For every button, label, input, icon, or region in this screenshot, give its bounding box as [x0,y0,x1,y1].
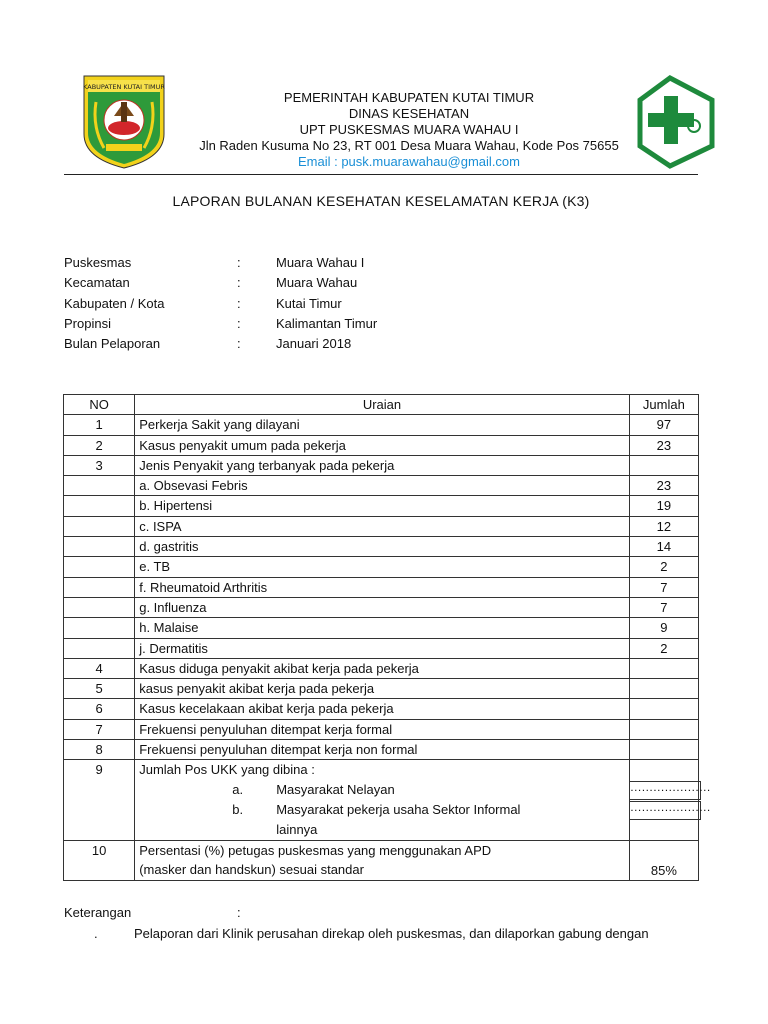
cell-jumlah: 97 [629,415,698,435]
table-header-row [64,395,699,415]
k3-report-table [63,394,711,881]
table-row-pos-ukk [64,760,699,841]
identity-label: Kabupaten / Kota [64,295,165,311]
table-row [64,516,699,536]
header-divider [64,174,698,175]
keterangan-colon: : [237,905,241,920]
cell-uraian: Frekuensi penyuluhan ditempat kerja non formal [135,740,630,760]
cell-jumlah: 12 [629,516,698,536]
cell-jumlah: 14 [629,537,698,557]
keterangan-note [94,926,649,941]
cell-jumlah: 23 [629,476,698,496]
table-row [64,557,699,577]
cell-uraian: Kasus kecelakaan akibat kerja pada pekerja [135,699,630,719]
cell-no: 7 [64,719,135,739]
cell-uraian: Kasus penyakit umum pada pekerja [135,435,630,455]
cell-no [64,476,135,496]
header-uraian: Uraian [135,395,630,415]
department-name: DINAS KESEHATAN [348,106,470,121]
cell-jumlah [629,455,698,475]
table-row [64,679,699,699]
kutai-timur-crest-logo [78,72,170,170]
cell-jumlah: 2 [629,557,698,577]
cell-jumlah: 2 [629,638,698,658]
cell-no: 10 [64,841,135,881]
table-row [64,496,699,516]
table-row [64,740,699,760]
cell-uraian: b. Hipertensi [135,496,630,516]
pos-ukk-sub-a-letter: a. [232,782,244,798]
table-row [64,699,699,719]
identity-value: Muara Wahau I [276,255,365,270]
cell-uraian: h. Malaise [135,618,630,638]
pos-ukk-sub-b-label-cont: lainnya [276,822,318,838]
pos-ukk-sub-b-letter: b. [232,802,244,818]
identity-colon: : [237,295,241,311]
identity-label: Puskesmas [64,255,132,270]
identity-value: Muara Wahau [276,275,358,291]
cell-no [64,496,135,516]
pos-ukk-sub-a-value: ………………… [629,781,701,800]
cell-no: 5 [64,679,135,699]
identity-colon: : [237,315,241,331]
government-name: PEMERINTAH KABUPATEN KUTAI TIMUR [283,90,535,105]
unit-name: UPT PUSKESMAS MUARA WAHAU I [299,122,519,137]
keterangan-bullet: . [94,926,98,941]
email: Email : pusk.muarawahau@gmail.com [297,154,520,169]
apd-line-2: (masker dan handskun) sesuai standar [139,862,364,878]
cell-uraian-apd [135,841,630,881]
address: Jln Raden Kusuma No 23, RT 001 Desa Muara Wahau, Kode Pos 75655 [199,138,619,153]
identity-colon: : [237,255,241,270]
pos-ukk-heading: Jumlah Pos UKK yang dibina : [139,762,315,778]
cell-uraian: c. ISPA [135,516,630,536]
cell-uraian: d. gastritis [135,537,630,557]
identity-label: Bulan Pelaporan [64,336,161,352]
cell-no [64,597,135,617]
pos-ukk-sub-b-label: Masyarakat pekerja usaha Sektor Informal [276,802,521,818]
cell-uraian: g. Influenza [135,597,630,617]
identity-value: Kalimantan Timur [276,315,378,331]
table-row [64,435,699,455]
table-row [64,455,699,475]
table-row [64,476,699,496]
cell-uraian: kasus penyakit akibat kerja pada pekerja [135,679,630,699]
cell-no: 4 [64,658,135,678]
header-jumlah: Jumlah [629,395,698,415]
cell-jumlah-pos-ukk [629,760,711,841]
identity-label: Propinsi [64,315,111,331]
cell-no: 2 [64,435,135,455]
identity-value: Januari 2018 [276,336,352,352]
keterangan-text: Pelaporan dari Klinik perusahan direkap oleh puskesmas, dan dilaporkan gabung dengan [134,926,649,941]
letterhead [180,90,638,170]
cell-uraian: j. Dermatitis [135,638,630,658]
cell-uraian: Frekuensi penyuluhan ditempat kerja formal [135,719,630,739]
cell-jumlah [629,719,698,739]
cell-no: 9 [64,760,135,841]
table-row [64,638,699,658]
keterangan [64,905,241,920]
cell-no: 1 [64,415,135,435]
cell-jumlah [629,679,698,699]
pos-ukk-sub-b-value: ………………… [629,801,701,820]
cell-jumlah: 19 [629,496,698,516]
identity-colon: : [237,275,241,291]
cell-no [64,618,135,638]
table-row [64,618,699,638]
table-row [64,719,699,739]
cell-no [64,577,135,597]
cell-no [64,557,135,577]
cell-no: 8 [64,740,135,760]
cell-no [64,516,135,536]
header-no: NO [64,395,135,415]
table-row [64,577,699,597]
cell-uraian: Kasus diduga penyakit akibat kerja pada pekerja [135,658,630,678]
table-row [64,597,699,617]
cell-jumlah: 7 [629,577,698,597]
cell-jumlah [629,699,698,719]
cell-no [64,638,135,658]
table-row [64,537,699,557]
identity-colon: : [237,336,241,352]
table-row [64,415,699,435]
cell-jumlah [629,740,698,760]
cell-uraian: Perkerja Sakit yang dilayani [135,415,630,435]
crest-banner-text: KABUPATEN KUTAI TIMUR [83,83,165,91]
report-title: LAPORAN BULANAN KESEHATAN KESELAMATAN KERJA (K3) [172,193,590,209]
cell-jumlah [629,658,698,678]
cell-no: 6 [64,699,135,719]
cell-uraian: e. TB [135,557,630,577]
cell-jumlah: 23 [629,435,698,455]
puskesmas-cross-logo [636,76,716,168]
cell-no [64,537,135,557]
identity-label: Kecamatan [64,275,130,291]
identity-value: Kutai Timur [276,295,342,311]
table-row-apd [64,841,699,881]
pos-ukk-sub-a-label: Masyarakat Nelayan [276,782,395,798]
cell-uraian: f. Rheumatoid Arthritis [135,577,630,597]
cell-no: 3 [64,455,135,475]
cell-uraian-pos-ukk [135,760,630,841]
keterangan-label: Keterangan [64,905,132,920]
cell-jumlah: 7 [629,597,698,617]
apd-line-1: Persentasi (%) petugas puskesmas yang menggunakan APD [139,843,492,859]
cell-jumlah-apd: 85% [629,841,698,881]
cell-uraian: a. Obsevasi Febris [135,476,630,496]
table-row [64,658,699,678]
cell-uraian: Jenis Penyakit yang terbanyak pada pekerja [135,455,630,475]
cell-jumlah: 9 [629,618,698,638]
